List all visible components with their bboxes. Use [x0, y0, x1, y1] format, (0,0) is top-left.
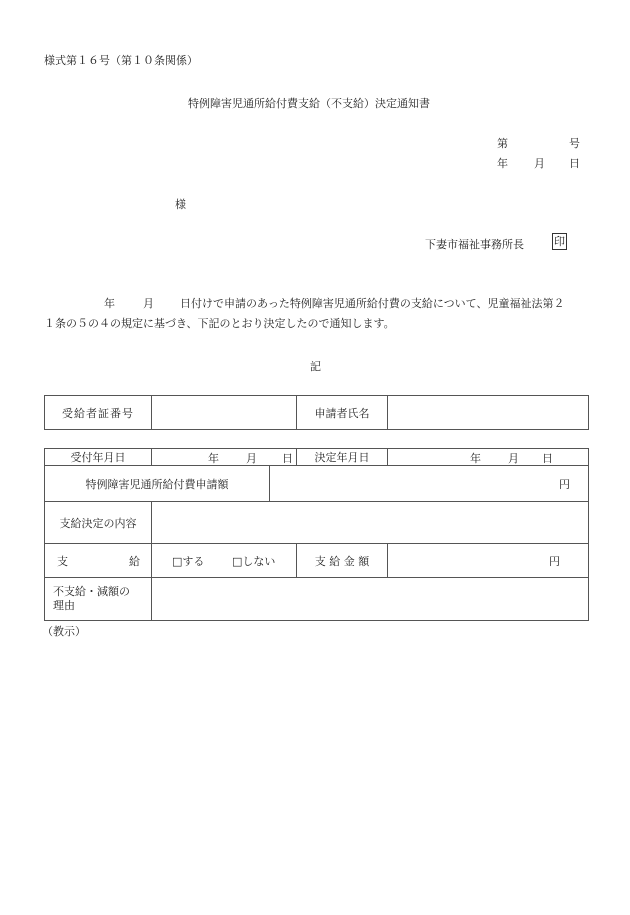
- payment-amount-label: 支 給 金 額: [297, 544, 388, 578]
- payment-yen: 円: [549, 554, 560, 568]
- payment-no-option[interactable]: [232, 553, 275, 569]
- cert-number-value[interactable]: [152, 396, 297, 430]
- receipt-day: 日: [282, 452, 293, 465]
- reason-label-line2: 理由: [53, 599, 75, 612]
- body-line-1: [44, 294, 599, 314]
- reason-row: [45, 578, 589, 621]
- reason-label: [45, 578, 152, 621]
- requested-amount-row: [45, 466, 589, 502]
- decision-table: [44, 448, 589, 621]
- date-year: 年: [497, 157, 508, 170]
- date-day: 日: [569, 157, 580, 170]
- reason-label-line1: 不支給・減額の: [53, 585, 130, 598]
- payment-no-label: しない: [242, 555, 276, 568]
- ki-heading: 記: [310, 360, 321, 373]
- payment-amount-value[interactable]: [388, 544, 589, 578]
- recipient-table: [44, 395, 589, 430]
- receipt-date-label: 受付年月日: [45, 449, 152, 466]
- receipt-date-value[interactable]: [152, 449, 297, 466]
- payment-options: [152, 544, 297, 578]
- decision-content-row: [45, 502, 589, 544]
- number-suffix: 号: [569, 137, 580, 150]
- payment-label-char2: 給: [129, 555, 140, 568]
- recipient-honorific: 様: [175, 198, 186, 211]
- receipt-month: 月: [246, 452, 257, 465]
- document-title: 特例障害児通所給付費支給（不支給）決定通知書: [188, 97, 430, 110]
- notice-body: [44, 294, 599, 334]
- body-year: 年: [104, 297, 115, 310]
- applicant-name-label: 申請者氏名: [297, 396, 388, 430]
- decision-content-value[interactable]: [152, 502, 589, 544]
- issuer-name: 下妻市福祉事務所長: [425, 238, 524, 251]
- number-prefix: 第: [497, 137, 508, 150]
- requested-amount-value[interactable]: [270, 466, 589, 502]
- decision-content-label: 支給決定の内容: [45, 502, 152, 544]
- form-label: 様式第１６号（第１０条関係）: [44, 54, 198, 67]
- date-month: 月: [534, 157, 545, 170]
- requested-amount-label: 特例障害児通所給付費申請額: [45, 466, 270, 502]
- payment-row: [45, 544, 589, 578]
- receipt-year: 年: [208, 452, 219, 465]
- decision-year: 年: [470, 452, 481, 465]
- applicant-name-value[interactable]: [388, 396, 589, 430]
- payment-yes-option[interactable]: [172, 553, 204, 569]
- cert-number-label: 受給者証番号: [45, 396, 152, 430]
- seal-label: 印: [554, 235, 565, 248]
- payment-no-checkbox[interactable]: □: [232, 555, 243, 568]
- decision-date-label: 決定年月日: [297, 449, 388, 466]
- seal-mark: [552, 233, 567, 250]
- reason-value[interactable]: [152, 578, 589, 621]
- dates-row: [45, 449, 589, 466]
- appeal-notice: （教示）: [42, 625, 86, 638]
- body-line1-rest: 日付けで申請のあった特例障害児通所給付費の支給について、児童福祉法第２: [180, 297, 565, 310]
- payment-label-char1: 支: [57, 555, 68, 568]
- decision-date-value[interactable]: [388, 449, 589, 466]
- requested-yen: 円: [559, 477, 570, 491]
- decision-day: 日: [542, 452, 553, 465]
- payment-yes-checkbox[interactable]: □: [172, 555, 183, 568]
- body-line-2: １条の５の４の規定に基づき、下記のとおり決定したので通知します。: [44, 317, 395, 330]
- payment-label: [45, 544, 152, 578]
- decision-month: 月: [508, 452, 519, 465]
- payment-yes-label: する: [182, 555, 205, 568]
- body-month: 月: [143, 297, 154, 310]
